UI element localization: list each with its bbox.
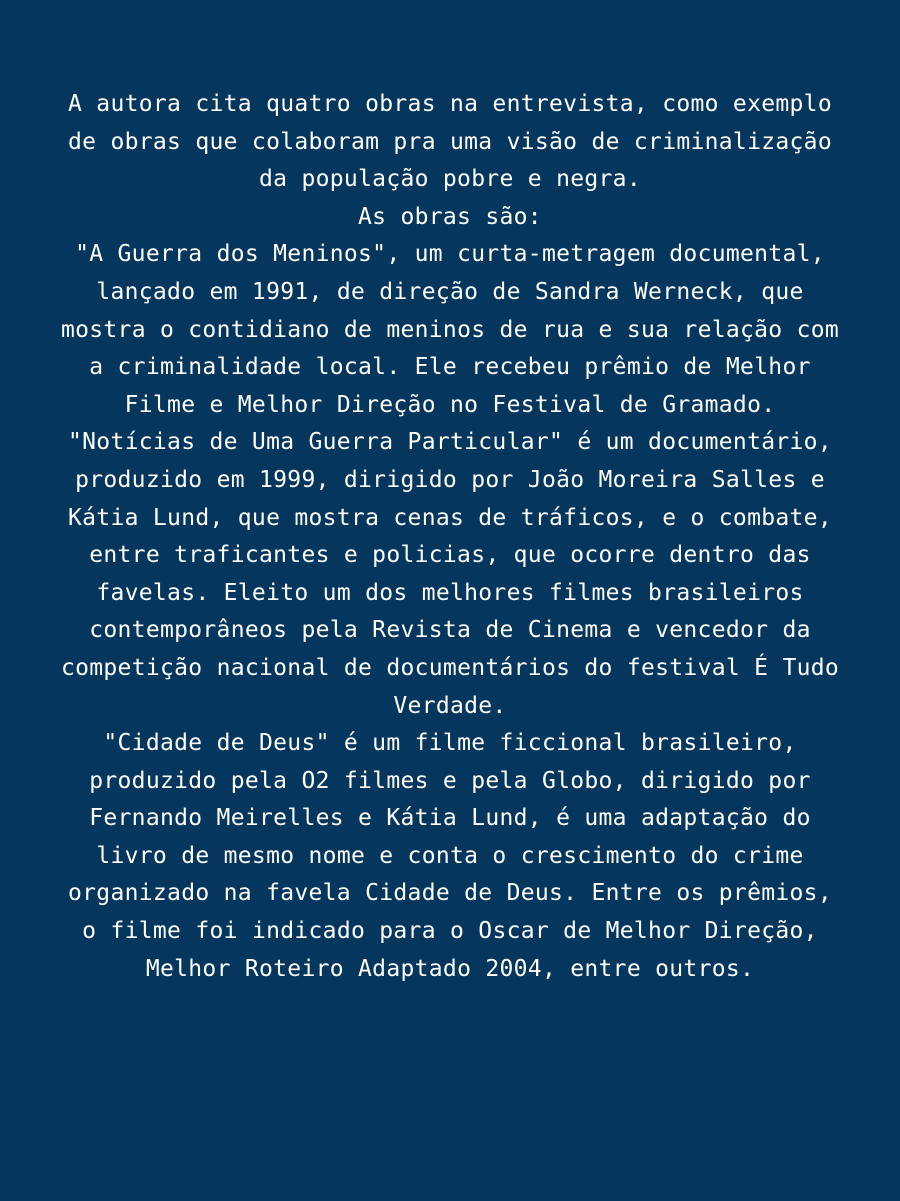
intro-paragraph: A autora cita quatro obras na entrevista, como exemplo de obras que colaboram pra uma visão de criminalização da população pobre e negra. bbox=[68, 91, 832, 193]
list-header: As obras são: bbox=[358, 203, 542, 230]
work-paragraph-cidade-de-deus: "Cidade de Deus" é um filme ficcional brasileiro, produzido pela O2 filmes e pela Globo, dirigido por Fernando Meirelles e Kátia Lund, é uma adaptação do livro de mesmo nome e conta o crescimento do crime organizado na favela Cidade de Deus. Entre os prêmios, o filme foi indicado para o Oscar de Melhor Direção, Melhor Roteiro Adaptado 2004, entre outros. bbox=[68, 730, 832, 982]
text-block bbox=[60, 86, 840, 988]
work-paragraph-noticias-guerra-particular: "Notícias de Uma Guerra Particular" é um documentário, produzido em 1999, dirigido por João Moreira Salles e Kátia Lund, que mostra cenas de tráficos, e o combate, entre traficantes e policias, que ocorre dentro das favelas. Eleito um dos melhores filmes brasileiros contemporâneos pela Revista de Cinema e vencedor da competição nacional de documentários do festival É Tudo Verdade. bbox=[60, 429, 840, 719]
work-paragraph-guerra-dos-meninos: "A Guerra dos Meninos", um curta-metragem documental, lançado em 1991, de direção de Sandra Werneck, que mostra o contidiano de meninos de rua e sua relação com a criminalidade local. Ele recebeu prêmio de Melhor Filme e Melhor Direção no Festival de Gramado. bbox=[60, 241, 840, 418]
